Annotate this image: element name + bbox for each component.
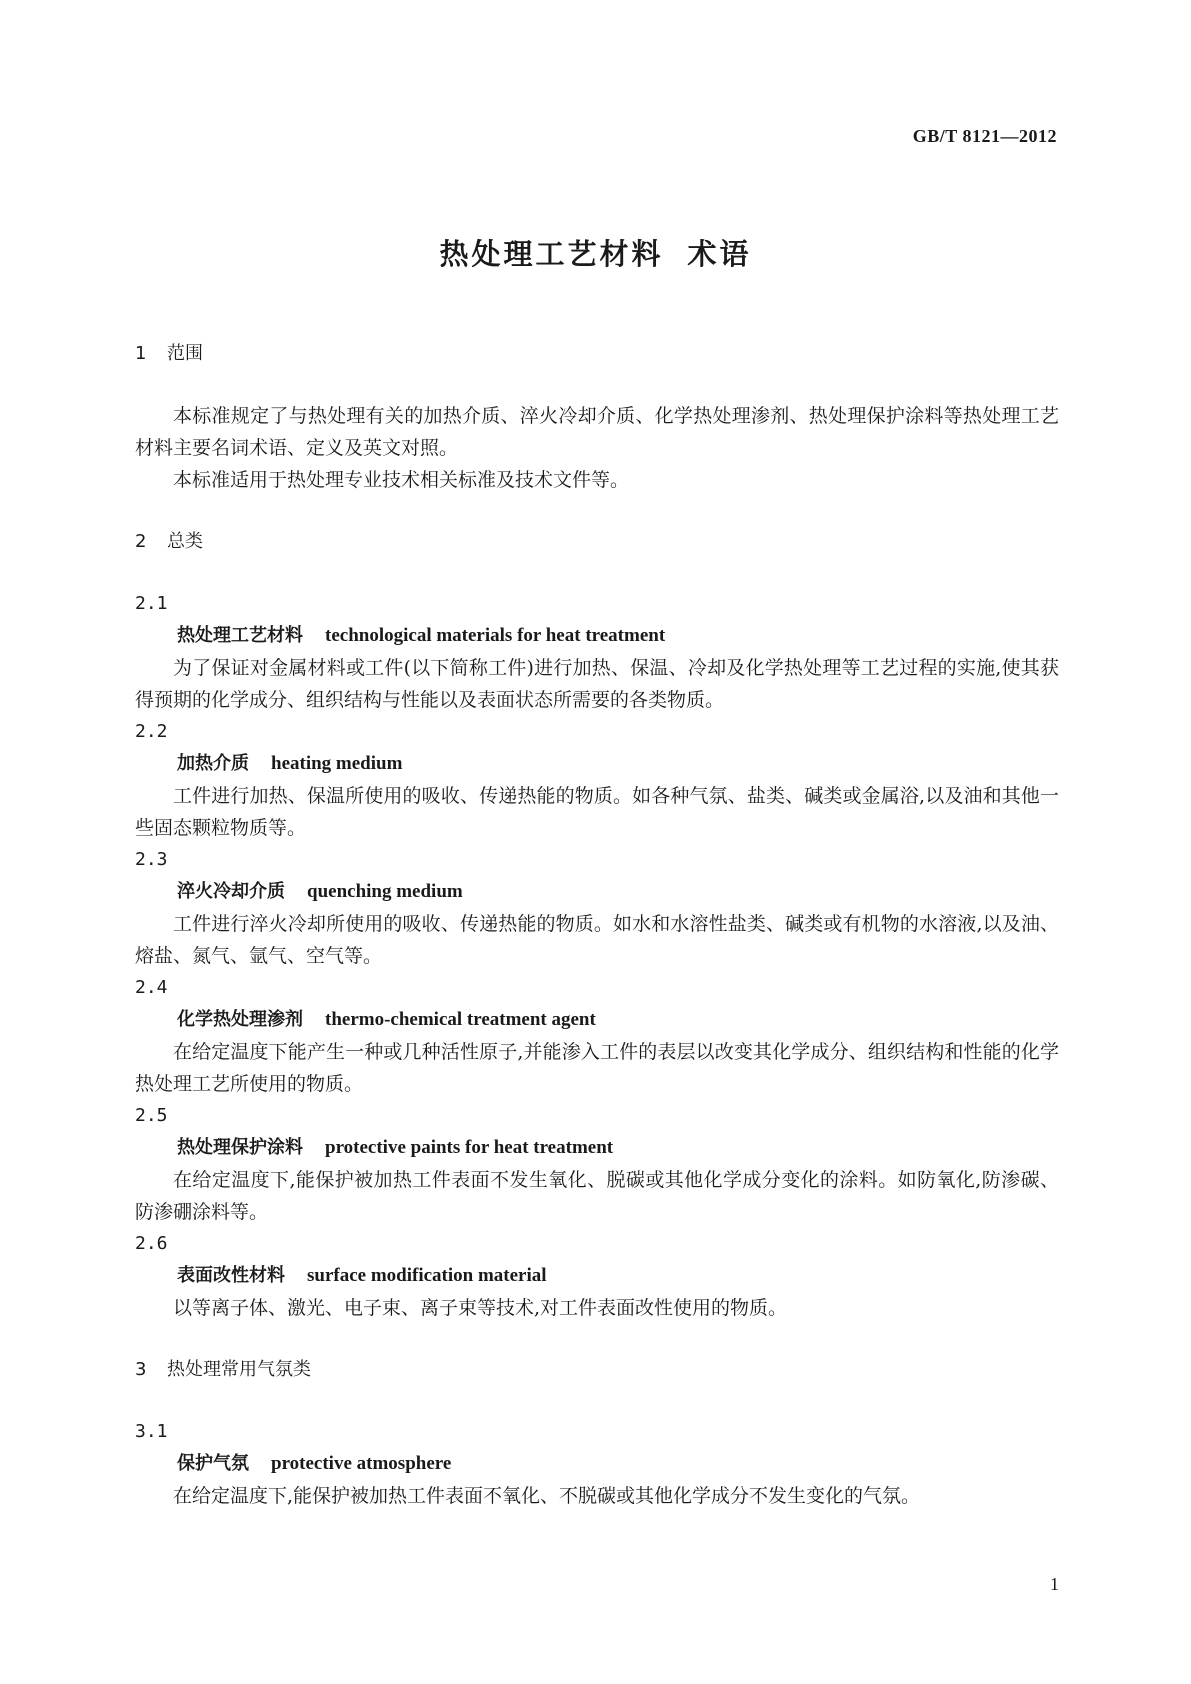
entry-number: 2.2 [135, 721, 168, 742]
term-definition: 以等离子体、激光、电子束、离子束等技术,对工件表面改性使用的物质。 [173, 1297, 788, 1319]
document-body [135, 338, 1059, 1512]
term-line [135, 876, 1059, 908]
term-chinese: 加热介质 [177, 753, 249, 774]
section-heading [135, 526, 1059, 558]
entry-number: 2.4 [135, 977, 168, 998]
section-number: 3 [135, 1359, 147, 1380]
term-english: thermo-chemical treatment agent [325, 1009, 596, 1030]
section-title: 范围 [167, 343, 203, 364]
section-paragraph: 本标准适用于热处理专业技术相关标准及技术文件等。 [173, 469, 630, 491]
entry-number: 3.1 [135, 1421, 168, 1442]
term-line [135, 748, 1059, 780]
term-english: protective atmosphere [271, 1453, 452, 1474]
section-heading [135, 338, 1059, 370]
document-title-main: 热处理工艺材料 [439, 237, 664, 271]
term-english: surface modification material [307, 1265, 547, 1286]
term-english: technological materials for heat treatment [325, 625, 666, 646]
term-line [135, 1132, 1059, 1164]
section-title: 热处理常用气氛类 [167, 1359, 311, 1380]
term-chinese: 淬火冷却介质 [177, 881, 285, 902]
entry-number: 2.5 [135, 1105, 168, 1126]
entry-number: 2.3 [135, 849, 168, 870]
term-english: quenching medium [307, 881, 463, 902]
document-title-sub: 术语 [687, 237, 752, 271]
term-definition: 在给定温度下,能保护被加热工件表面不发生氧化、脱碳或其他化学成分变化的涂料。如防氧化,防渗碳、防渗硼涂料等。 [135, 1169, 1059, 1223]
term-line [135, 1448, 1059, 1480]
section-title: 总类 [167, 531, 203, 552]
term-chinese: 表面改性材料 [177, 1265, 285, 1286]
term-definition: 为了保证对金属材料或工件(以下简称工件)进行加热、保温、冷却及化学热处理等工艺过程的实施,使其获得预期的化学成分、组织结构与性能以及表面状态所需要的各类物质。 [135, 657, 1059, 711]
term-chinese: 保护气氛 [177, 1453, 249, 1474]
term-definition: 工件进行加热、保温所使用的吸收、传递热能的物质。如各种气氛、盐类、碱类或金属浴,以及油和其他一些固态颗粒物质等。 [135, 785, 1059, 839]
term-english: heating medium [271, 753, 403, 774]
term-line [135, 620, 1059, 652]
entry-number: 2.1 [135, 593, 168, 614]
section-number: 1 [135, 343, 147, 364]
page-number: 1 [1050, 1574, 1059, 1594]
entry-number: 2.6 [135, 1233, 168, 1254]
term-chinese: 化学热处理渗剂 [177, 1009, 303, 1030]
term-line [135, 1004, 1059, 1036]
section-paragraph: 本标准规定了与热处理有关的加热介质、淬火冷却介质、化学热处理渗剂、热处理保护涂料等热处理工艺材料主要名词术语、定义及英文对照。 [135, 405, 1059, 459]
section-heading [135, 1354, 1059, 1386]
term-definition: 在给定温度下,能保护被加热工件表面不氧化、不脱碳或其他化学成分不发生变化的气氛。 [173, 1485, 921, 1507]
document-title [0, 232, 1191, 273]
term-definition: 在给定温度下能产生一种或几种活性原子,并能渗入工件的表层以改变其化学成分、组织结构和性能的化学热处理工艺所使用的物质。 [135, 1041, 1059, 1095]
term-line [135, 1260, 1059, 1292]
term-definition: 工件进行淬火冷却所使用的吸收、传递热能的物质。如水和水溶性盐类、碱类或有机物的水溶液,以及油、熔盐、氮气、氩气、空气等。 [135, 913, 1059, 967]
standard-code: GB/T 8121—2012 [912, 126, 1057, 146]
term-chinese: 热处理保护涂料 [177, 1137, 303, 1158]
term-chinese: 热处理工艺材料 [177, 625, 303, 646]
section-number: 2 [135, 531, 147, 552]
term-english: protective paints for heat treatment [325, 1137, 614, 1158]
